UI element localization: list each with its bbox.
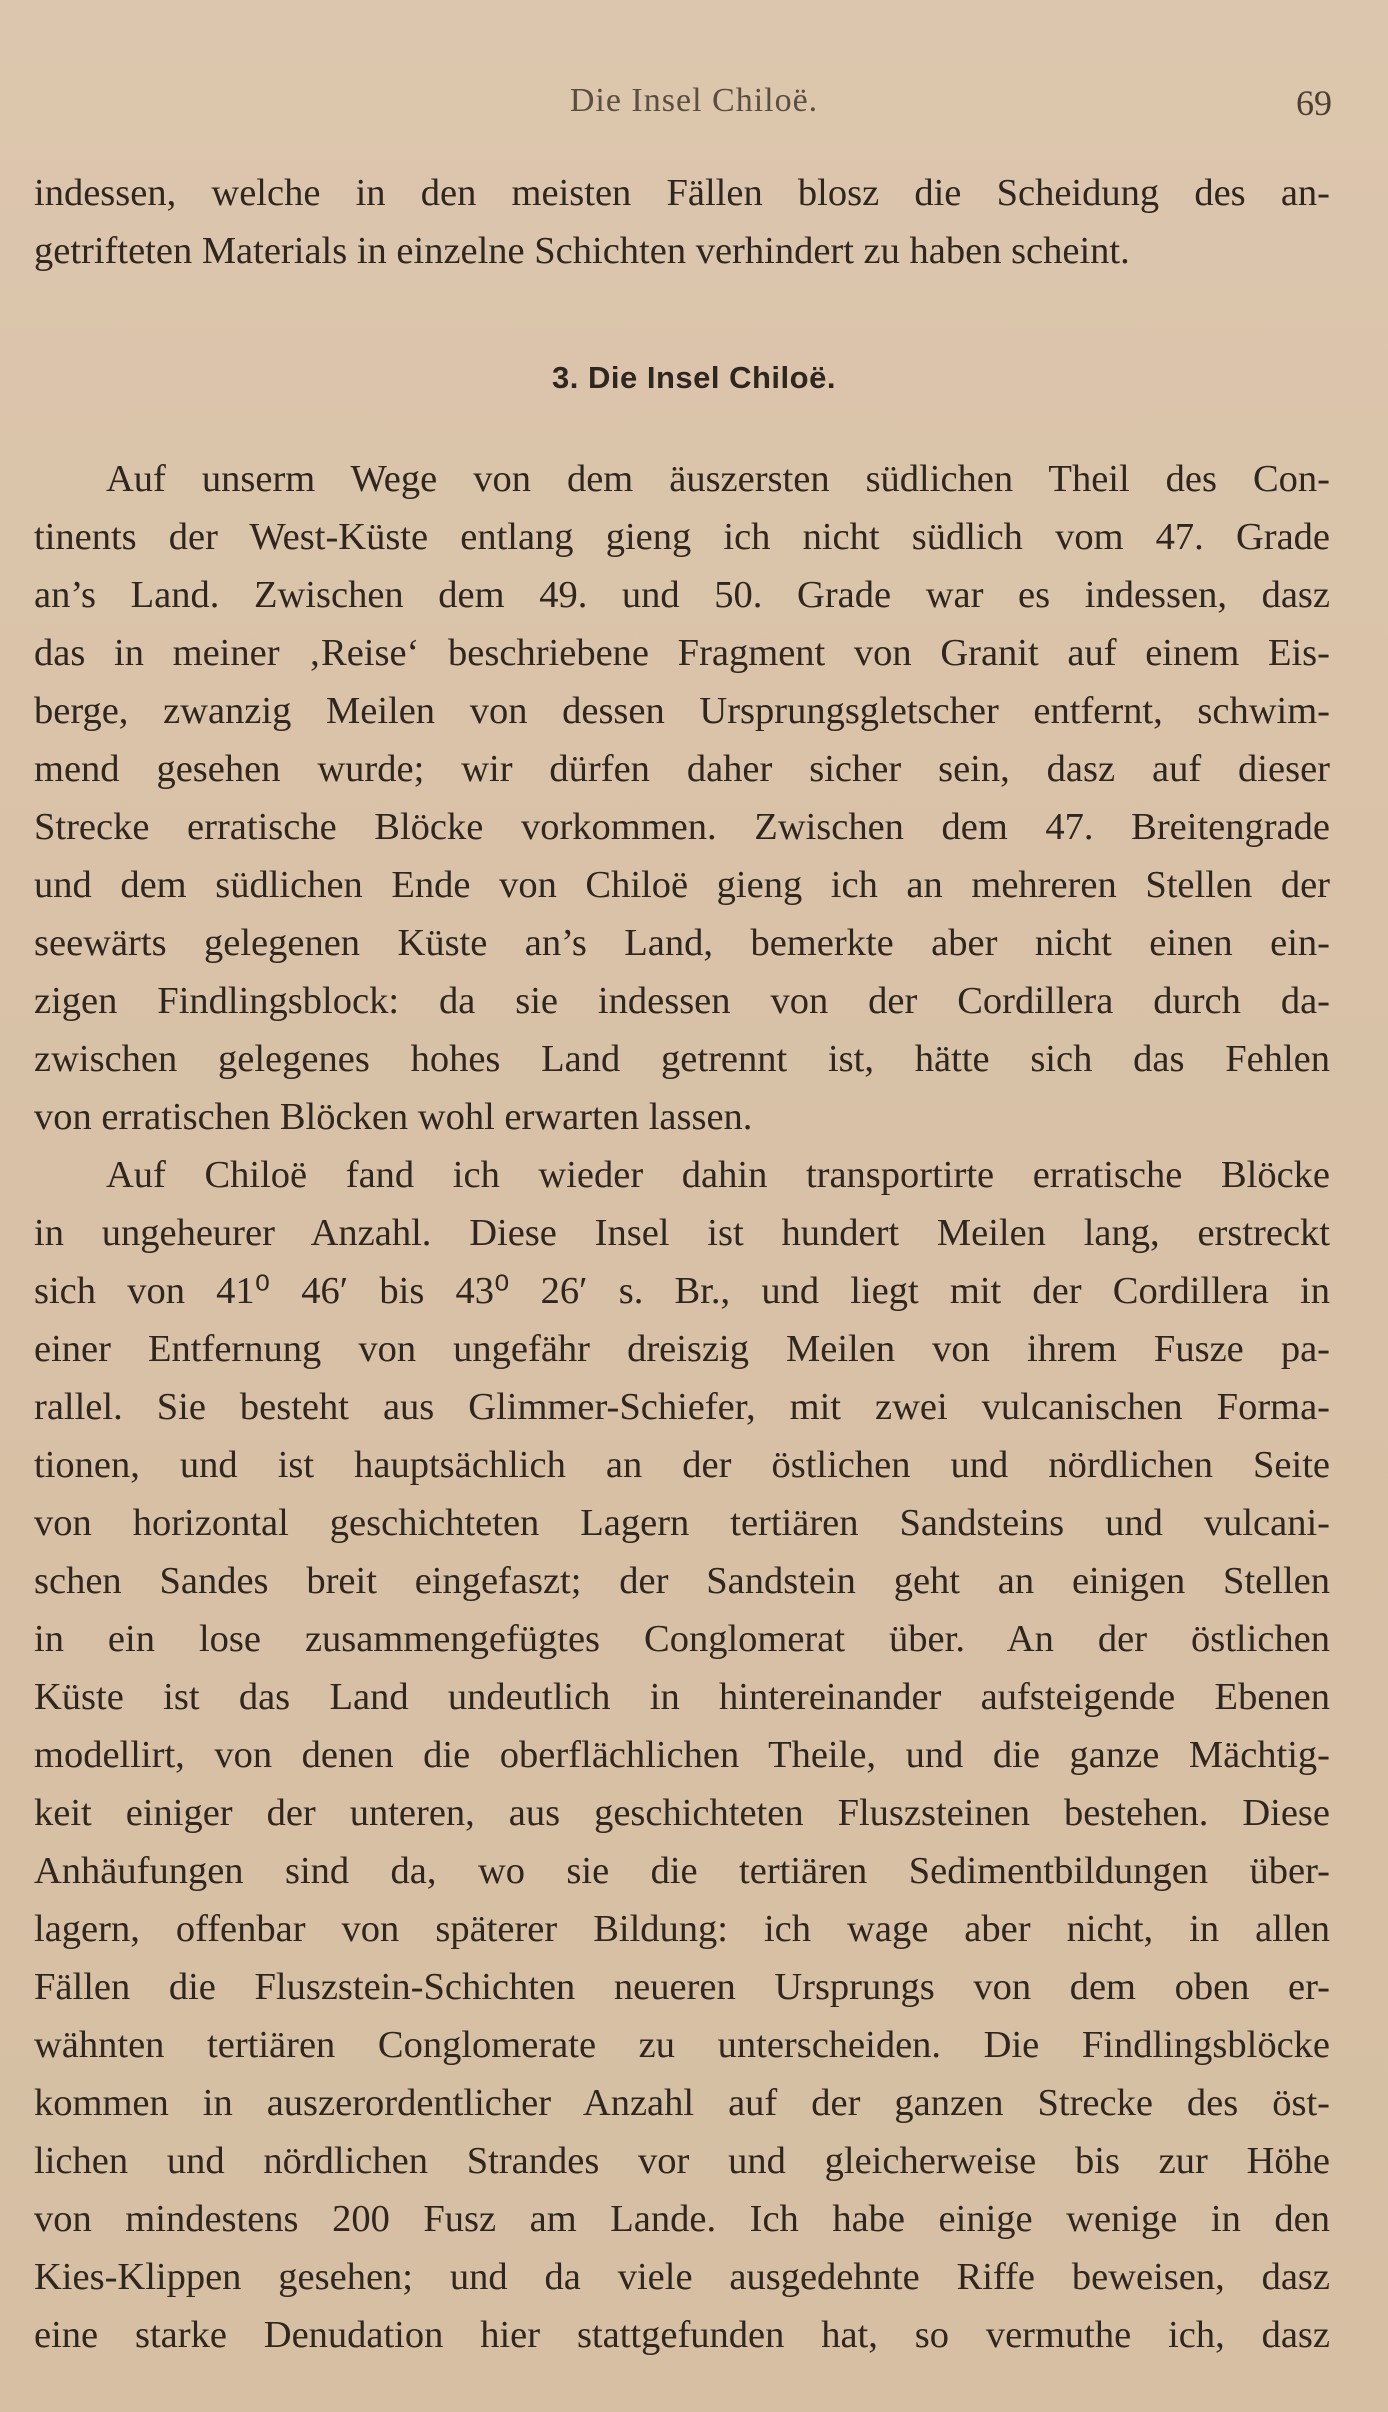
text-line: einer Entfernung von ungefähr dreiszig Meilen von ihrem Fusze pa-: [34, 1328, 1330, 1370]
text-line: und dem südlichen Ende von Chiloë gieng ich an mehreren Stellen der: [34, 864, 1330, 906]
paragraph-1: [34, 450, 1330, 1146]
text-line: lagern, offenbar von späterer Bildung: ich wage aber nicht, in allen: [34, 1908, 1330, 1950]
text-line: von erratischen Blöcken wohl erwarten lassen.: [34, 1096, 753, 1138]
text-line: wähnten tertiären Conglomerate zu unterscheiden. Die Findlingsblöcke: [34, 2024, 1330, 2066]
text-line: in ungeheurer Anzahl. Diese Insel ist hundert Meilen lang, erstreckt: [34, 1212, 1330, 1254]
text-line: indessen, welche in den meisten Fällen blosz die Scheidung des an-: [34, 172, 1330, 214]
paragraph-2: [34, 1146, 1330, 2364]
text-line: rallel. Sie besteht aus Glimmer-Schiefer, mit zwei vulcanischen Forma-: [34, 1386, 1330, 1428]
text-line: von mindestens 200 Fusz am Lande. Ich habe einige wenige in den: [34, 2198, 1330, 2240]
text-line: Strecke erratische Blöcke vorkommen. Zwischen dem 47. Breitengrade: [34, 806, 1330, 848]
text-line: Anhäufungen sind da, wo sie die tertiären Sedimentbildungen über-: [34, 1850, 1330, 1892]
text-line: zigen Findlingsblock: da sie indessen von der Cordillera durch da-: [34, 980, 1330, 1022]
text-line: von horizontal geschichteten Lagern tertiären Sandsteins und vulcani-: [34, 1502, 1330, 1544]
text-line: seewärts gelegenen Küste an’s Land, bemerkte aber nicht einen ein-: [34, 922, 1330, 964]
running-head: [0, 82, 1388, 126]
text-line: Auf Chiloë fand ich wieder dahin transportirte erratische Blöcke: [106, 1154, 1330, 1196]
section-heading: 3. Die Insel Chiloë.: [552, 360, 836, 395]
text-line: an’s Land. Zwischen dem 49. und 50. Grade war es indessen, dasz: [34, 574, 1330, 616]
running-title: Die Insel Chiloë.: [569, 82, 819, 119]
intro-paragraph: [34, 164, 1330, 280]
page-number: 69: [1296, 83, 1332, 123]
text-line: Kies-Klippen gesehen; und da viele ausgedehnte Riffe beweisen, dasz: [34, 2256, 1330, 2298]
text-line: lichen und nördlichen Strandes vor und gleicherweise bis zur Höhe: [34, 2140, 1330, 2182]
text-line: das in meiner ‚Reise‘ beschriebene Fragment von Granit auf einem Eis-: [34, 632, 1330, 674]
text-line: mend gesehen wurde; wir dürfen daher sicher sein, dasz auf dieser: [34, 748, 1330, 790]
text-line: keit einiger der unteren, aus geschichteten Fluszsteinen bestehen. Diese: [34, 1792, 1330, 1834]
text-line: kommen in auszerordentlicher Anzahl auf der ganzen Strecke des öst-: [34, 2082, 1330, 2124]
text-line: tinents der West-Küste entlang gieng ich nicht südlich vom 47. Grade: [34, 516, 1330, 558]
text-line: berge, zwanzig Meilen von dessen Ursprungsgletscher entfernt, schwim-: [34, 690, 1330, 732]
text-line: Küste ist das Land undeutlich in hintereinander aufsteigende Ebenen: [34, 1676, 1330, 1718]
text-line: modellirt, von denen die oberflächlichen Theile, und die ganze Mächtig-: [34, 1734, 1330, 1776]
text-line: tionen, und ist hauptsächlich an der östlichen und nördlichen Seite: [34, 1444, 1330, 1486]
text-line: Auf unserm Wege von dem äuszersten südlichen Theil des Con-: [106, 458, 1330, 500]
text-line: Fällen die Fluszstein-Schichten neueren Ursprungs von dem oben er-: [34, 1966, 1330, 2008]
text-line: eine starke Denudation hier stattgefunden hat, so vermuthe ich, dasz: [34, 2314, 1330, 2356]
text-line: in ein lose zusammengefügtes Conglomerat über. An der östlichen: [34, 1618, 1330, 1660]
text-line: zwischen gelegenes hohes Land getrennt ist, hätte sich das Fehlen: [34, 1038, 1330, 1080]
text-line: schen Sandes breit eingefaszt; der Sandstein geht an einigen Stellen: [34, 1560, 1330, 1602]
text-line: getrifteten Materials in einzelne Schichten verhindert zu haben scheint.: [34, 230, 1130, 272]
text-line: sich von 41⁰ 46′ bis 43⁰ 26′ s. Br., und liegt mit der Cordillera in: [34, 1270, 1330, 1312]
